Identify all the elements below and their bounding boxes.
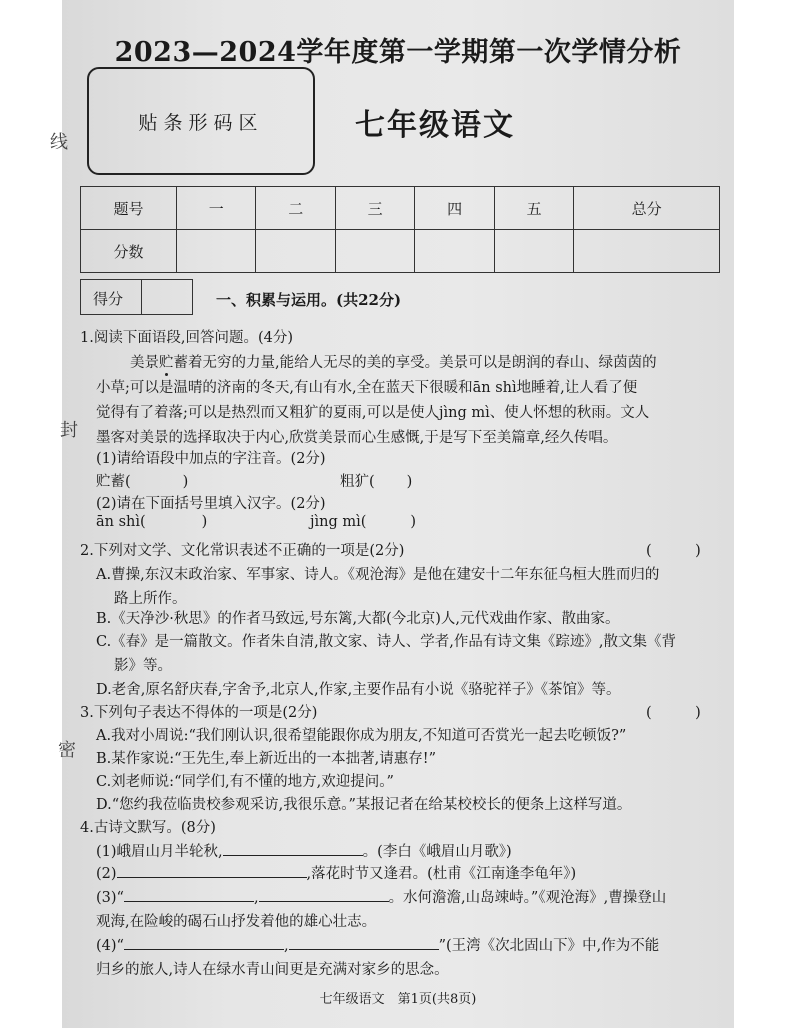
poem-text: (4)“	[96, 938, 124, 954]
poem-line	[96, 840, 512, 861]
score-table	[80, 186, 720, 273]
margin-seal-mark: 封	[60, 420, 78, 441]
poem-text: ,落花时节又逢君。(杜甫《江南逢李龟年》)	[306, 866, 577, 882]
table-cell[interactable]	[256, 230, 335, 273]
answer-close: )	[406, 474, 413, 490]
answer-bracket[interactable]: ( )	[646, 705, 701, 721]
question-stem: 2.下列对文学、文化常识表述不正确的一项是(2分)	[80, 543, 405, 559]
answer-label: 贮蓄(	[96, 474, 131, 490]
table-cell[interactable]	[177, 230, 256, 273]
table-cell[interactable]	[335, 230, 414, 273]
answer-label: ān shì(	[96, 514, 146, 530]
poem-text: (1)峨眉山月半轮秋,	[96, 844, 223, 860]
passage-line: 觉得有了着落;可以是热烈而又粗犷的夏雨,可以是使人jìng mì、使人怀想的秋雨。文人	[96, 405, 650, 421]
option-b: B.某作家说:“王先生,奉上新近出的一本拙著,请惠存!”	[96, 751, 437, 767]
option-c: C.《春》是一篇散文。作者朱自清,散文家、诗人、学者,作品有诗文集《踪迹》,散文集《背	[96, 634, 677, 650]
option-d: D.“您约我莅临贵校参观采访,我很乐意。”某报记者在给某校校长的便条上这样写道。	[96, 797, 632, 813]
poem-line: 归乡的旅人,诗人在绿水青山间更是充满对家乡的思念。	[96, 962, 449, 978]
answer-slot[interactable]	[310, 514, 416, 530]
option-b: B.《天净沙·秋思》的作者马致远,号东篱,大都(今北京)人,元代戏曲作家、散曲家。	[96, 611, 620, 627]
option-a: A.曹操,东汉末政治家、军事家、诗人。《观沧海》是他在建安十二年东征乌桓大胜而归的	[96, 567, 660, 583]
passage-text: 美景	[130, 355, 159, 371]
poem-line	[96, 934, 659, 955]
passage-line: 墨客对美景的选择取决于内心,欣赏美景而心生感慨,于是写下至美篇章,经久传唱。	[96, 430, 618, 446]
fill-blank[interactable]	[223, 841, 363, 856]
table-row	[81, 187, 720, 230]
poem-text: 。(李白《峨眉山月歌》)	[362, 844, 512, 860]
fill-blank[interactable]	[117, 863, 307, 878]
dotted-char: 贮	[159, 355, 174, 371]
option-a: A.我对小周说:“我们刚认识,很希望能跟你成为朋友,不知道可否赏光一起去吃顿饭?”	[96, 728, 627, 744]
question-stem: 4.古诗文默写。(8分)	[80, 820, 216, 836]
option-d: D.老舍,原名舒庆春,字舍予,北京人,作家,主要作品有小说《骆驼祥子》《茶馆》等。	[96, 682, 621, 698]
poem-line	[96, 886, 666, 907]
sub-question: (1)请给语段中加点的字注音。(2分)	[96, 451, 326, 467]
divider	[141, 280, 142, 314]
exam-title: 2023—2024学年度第一学期第一次学情分析	[114, 37, 682, 68]
answer-close: )	[201, 514, 208, 530]
margin-seal-mark: 线	[50, 132, 68, 153]
table-row	[81, 230, 720, 273]
answer-slot[interactable]	[96, 470, 188, 491]
margin-seal-mark: 密	[58, 740, 76, 761]
question-stem: 1.阅读下面语段,回答问题。(4分)	[80, 330, 293, 346]
table-cell[interactable]	[574, 230, 720, 273]
table-cell: 题号	[81, 187, 177, 230]
table-cell: 总分	[574, 187, 720, 230]
question-stem: 3.下列句子表达不得体的一项是(2分)	[80, 705, 318, 721]
poem-text: ”(王湾《次北固山下》中,作为不能	[438, 938, 660, 954]
table-cell: 四	[415, 187, 494, 230]
option-a-cont: 路上所作。	[114, 591, 187, 607]
poem-text: ,	[283, 938, 289, 954]
fill-blank[interactable]	[289, 935, 439, 950]
score-box-label: 得分	[93, 290, 124, 308]
poem-text: ,	[253, 890, 259, 906]
table-cell: 分数	[81, 230, 177, 273]
fill-blank[interactable]	[124, 887, 254, 902]
section-title: 一、积累与运用。(共22分)	[216, 291, 402, 309]
table-cell: 三	[335, 187, 414, 230]
poem-line: 观海,在险峻的碣石山抒发着他的雄心壮志。	[96, 914, 377, 930]
fill-blank[interactable]	[124, 935, 284, 950]
fill-blank[interactable]	[259, 887, 389, 902]
answer-label: 粗犷(	[340, 474, 375, 490]
option-c: C.刘老师说:“同学们,有不懂的地方,欢迎提问。”	[96, 774, 394, 790]
score-box	[80, 279, 193, 315]
passage-text: 蓄着无穷的力量,能给人无尽的美的享受。美景可以是朗润的春山、绿茵茵的	[173, 355, 657, 371]
subject-title: 七年级语文	[355, 108, 515, 143]
table-cell: 五	[494, 187, 573, 230]
answer-label: jìng mì(	[310, 514, 367, 530]
passage-line	[130, 351, 657, 372]
poem-line	[96, 862, 576, 883]
barcode-area: 贴条形码区	[87, 67, 315, 175]
answer-close: )	[410, 514, 417, 530]
poem-text: 。水何澹澹,山岛竦峙。”《观沧海》,曹操登山	[388, 890, 667, 906]
option-c-cont: 影》等。	[114, 658, 172, 674]
answer-close: )	[182, 474, 189, 490]
sub-question: (2)请在下面括号里填入汉字。(2分)	[96, 496, 326, 512]
answer-bracket[interactable]: ( )	[646, 543, 701, 559]
passage-line: 小草;可以是温晴的济南的冬天,有山有水,全在蓝天下很暖和ān shì地睡着,让人看了便	[96, 380, 638, 396]
answer-slot[interactable]	[340, 470, 412, 491]
table-cell: 一	[177, 187, 256, 230]
answer-slot[interactable]	[96, 514, 207, 530]
table-cell[interactable]	[494, 230, 573, 273]
table-cell: 二	[256, 187, 335, 230]
poem-text: (2)	[96, 866, 117, 882]
table-cell[interactable]	[415, 230, 494, 273]
poem-text: (3)“	[96, 890, 124, 906]
page-footer: 七年级语文 第1页(共8页)	[319, 992, 477, 1007]
